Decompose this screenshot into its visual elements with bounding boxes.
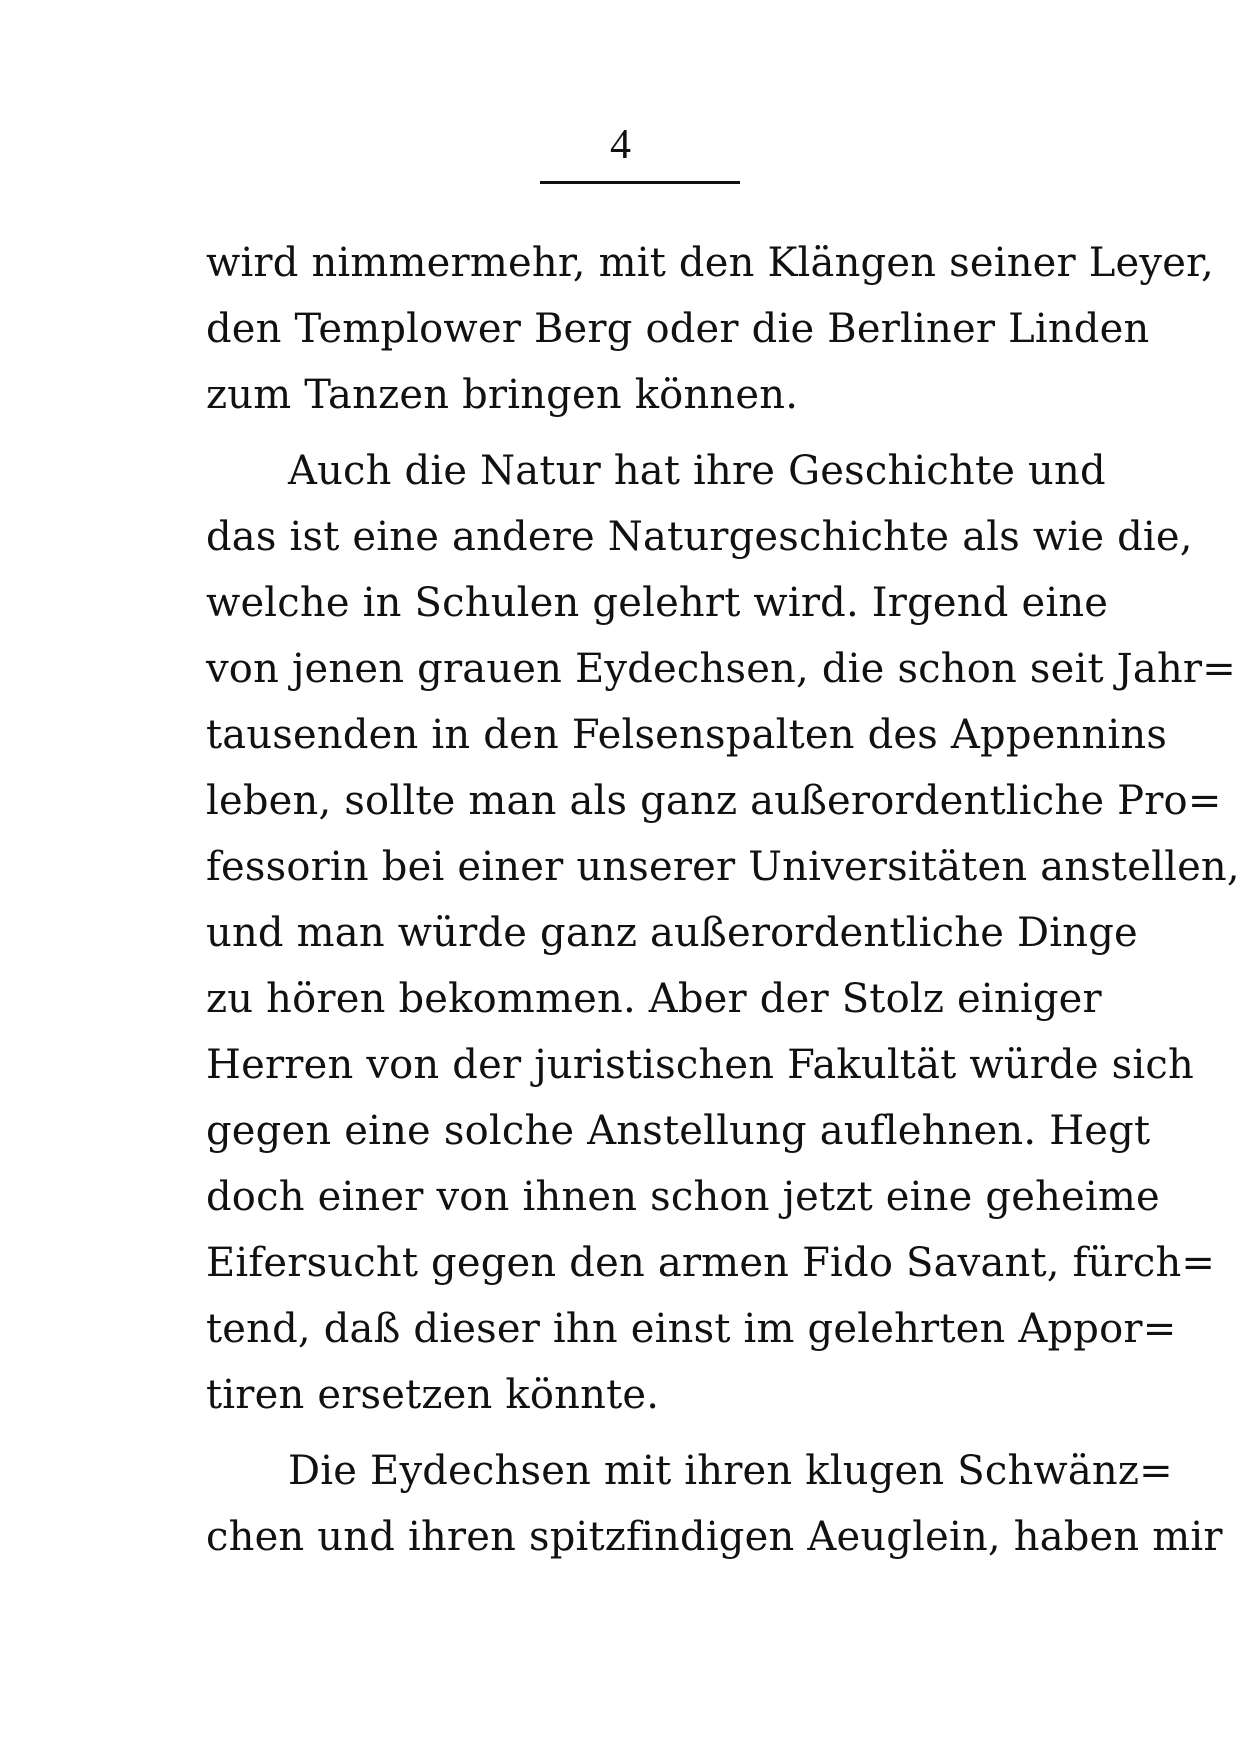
text-body [206, 230, 1240, 1570]
text-line: chen und ihren spitzfindigen Aeuglein, haben mir [206, 1514, 1223, 1560]
text-line: tausenden in den Felsenspalten des Appennins [206, 712, 1168, 758]
text-line: Die Eydechsen mit ihren klugen Schwänz= [288, 1448, 1173, 1494]
text-line: den Templower Berg oder die Berliner Linden [206, 306, 1150, 352]
text-line: welche in Schulen gelehrt wird. Irgend eine [206, 580, 1109, 626]
text-line: leben, sollte man als ganz außerordentliche Pro= [206, 778, 1222, 824]
text-line: gegen eine solche Anstellung auflehnen. Hegt [206, 1108, 1151, 1154]
text-line: und man würde ganz außerordentliche Dinge [206, 910, 1138, 956]
header-rule [540, 181, 740, 184]
text-line: tiren ersetzen könnte. [206, 1372, 660, 1418]
text-line: das ist eine andere Naturgeschichte als wie die, [206, 514, 1193, 560]
text-line: doch einer von ihnen schon jetzt eine geheime [206, 1174, 1160, 1220]
text-line: Auch die Natur hat ihre Geschichte und [288, 448, 1106, 494]
text-line: fessorin bei einer unserer Universitäten anstellen, [206, 844, 1240, 890]
text-line: Herren von der juristischen Fakultät würde sich [206, 1042, 1194, 1088]
page-number: 4 [610, 122, 631, 168]
paragraph-2 [206, 438, 1240, 1428]
paragraph-1 [206, 230, 1214, 428]
text-line: zum Tanzen bringen können. [206, 372, 799, 418]
text-line: tend, daß dieser ihn einst im gelehrten Appor= [206, 1306, 1177, 1352]
text-line: wird nimmermehr, mit den Klängen seiner Leyer, [206, 240, 1214, 286]
text-line: Eifersucht gegen den armen Fido Savant, fürch= [206, 1240, 1216, 1286]
text-line: zu hören bekommen. Aber der Stolz einiger [206, 976, 1102, 1022]
text-line: von jenen grauen Eydechsen, die schon seit Jahr= [206, 646, 1236, 692]
paragraph-3 [206, 1438, 1223, 1570]
